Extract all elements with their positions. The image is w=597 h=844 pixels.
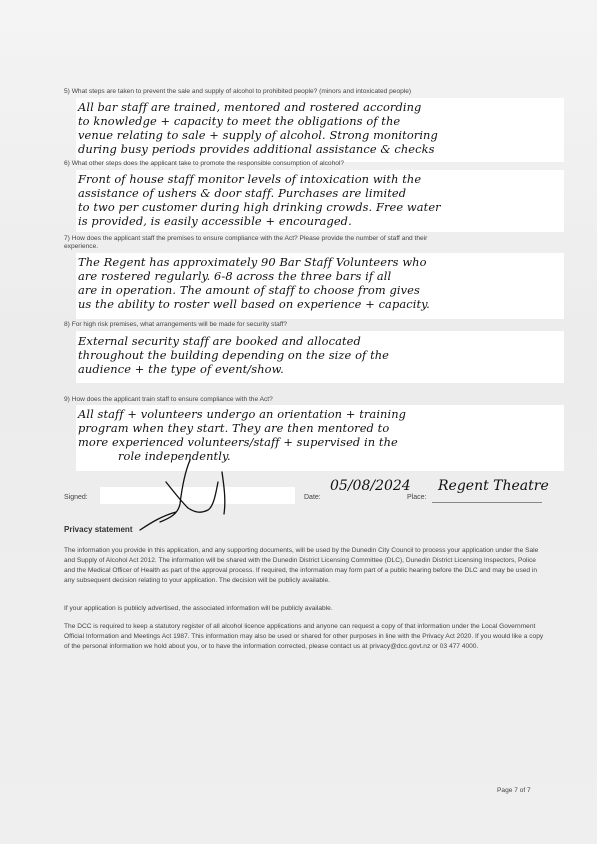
signed-label: Signed: <box>64 494 88 501</box>
place-label: Place: <box>407 494 427 501</box>
place-line <box>432 502 542 503</box>
question-5: 5) What steps are taken to prevent the sale and supply of alcohol to prohibited people? (minors and intoxicated people) <box>64 88 412 95</box>
privacy-paragraph-1: The information you provide in this application, and any supporting documents, will be used by the Dunedin City Council to process your application under the Sale and Supply of Alcohol Act 2012. The information will be shared with the Dunedin District Licensing Committee (DLC), Dunedin District Licensing Inspectors, Police and the Medical Officer of Health as part of the approval process. If required, the information may form part of a public hearing before the DLC and may be used in any subsequent decision relating to your application. The decision will be publicly available. <box>64 547 539 584</box>
answer-7-line: The Regent has approximately 90 Bar Staff Volunteers who <box>78 255 427 269</box>
question-8: 8) For high risk premises, what arrangements will be made for security staff? <box>64 321 288 328</box>
signature-scribble <box>130 452 240 532</box>
answer-9-line: All staff + volunteers undergo an orientation + training <box>78 407 407 421</box>
place-value: Regent Theatre <box>438 478 549 494</box>
answer-9-line: more experienced volunteers/staff + supervised in the <box>78 435 398 449</box>
page-number: Page 7 of 7 <box>497 787 531 794</box>
question-9: 9) How does the applicant train staff to ensure compliance with the Act? <box>64 396 273 403</box>
question-7: 7) How does the applicant staff the premises to ensure compliance with the Act? Please provide the number of staff and their <box>64 235 428 242</box>
answer-9-line: role independently. <box>118 449 231 463</box>
answer-9-line: program when they start. They are then mentored to <box>78 421 390 435</box>
answer-5-line: during busy periods provides additional assistance & checks <box>78 142 435 156</box>
answer-8-line: throughout the building depending on the size of the <box>78 348 390 362</box>
answer-5-line: All bar staff are trained, mentored and rostered according <box>78 100 422 114</box>
date-value: 05/08/2024 <box>330 478 411 494</box>
answer-6-line: assistance of ushers & door staff. Purchases are limited <box>78 186 407 200</box>
privacy-paragraph-3: The DCC is required to keep a statutory register of all alcohol licence applications and anyone can request a copy of that information under the Local Government Official Information and Meetings Act 1987. This information may also be used or shared for other purposes in line with the Privacy Act 2020. If you would like a copy of the personal information we hold about you, or to have the information corrected, please contact us at privacy@dcc.govt.nz or 03 477 4000. <box>64 623 544 650</box>
answer-8-line: External security staff are booked and allocated <box>78 334 361 348</box>
date-label: Date: <box>304 494 321 501</box>
question-6: 6) What other steps does the applicant take to promote the responsible consumption of alcohol? <box>64 160 345 167</box>
answer-6-line: is provided, is easily accessible + encouraged. <box>78 214 352 228</box>
answer-5-line: venue relating to sale + supply of alcohol. Strong monitoring <box>78 128 438 142</box>
answer-7-line: us the ability to roster well based on experience + capacity. <box>78 297 430 311</box>
answer-6-line: to two per customer during high drinking crowds. Free water <box>78 200 441 214</box>
answer-8-line: audience + the type of event/show. <box>78 362 284 376</box>
question-7-continued: experience. <box>64 243 99 250</box>
answer-5-line: to knowledge + capacity to meet the obligations of the <box>78 114 401 128</box>
answer-7-line: are rostered regularly. 6-8 across the three bars if all <box>78 269 392 283</box>
answer-5 <box>78 100 578 156</box>
answer-7 <box>78 255 578 311</box>
answer-7-line: are in operation. The amount of staff to choose from gives <box>78 283 420 297</box>
answer-6 <box>78 172 578 228</box>
answer-6-line: Front of house staff monitor levels of intoxication with the <box>78 172 422 186</box>
privacy-title: Privacy statement <box>64 525 133 534</box>
answer-8 <box>78 334 578 376</box>
privacy-paragraph-2: If your application is publicly advertised, the associated information will be publicly available. <box>64 605 333 612</box>
